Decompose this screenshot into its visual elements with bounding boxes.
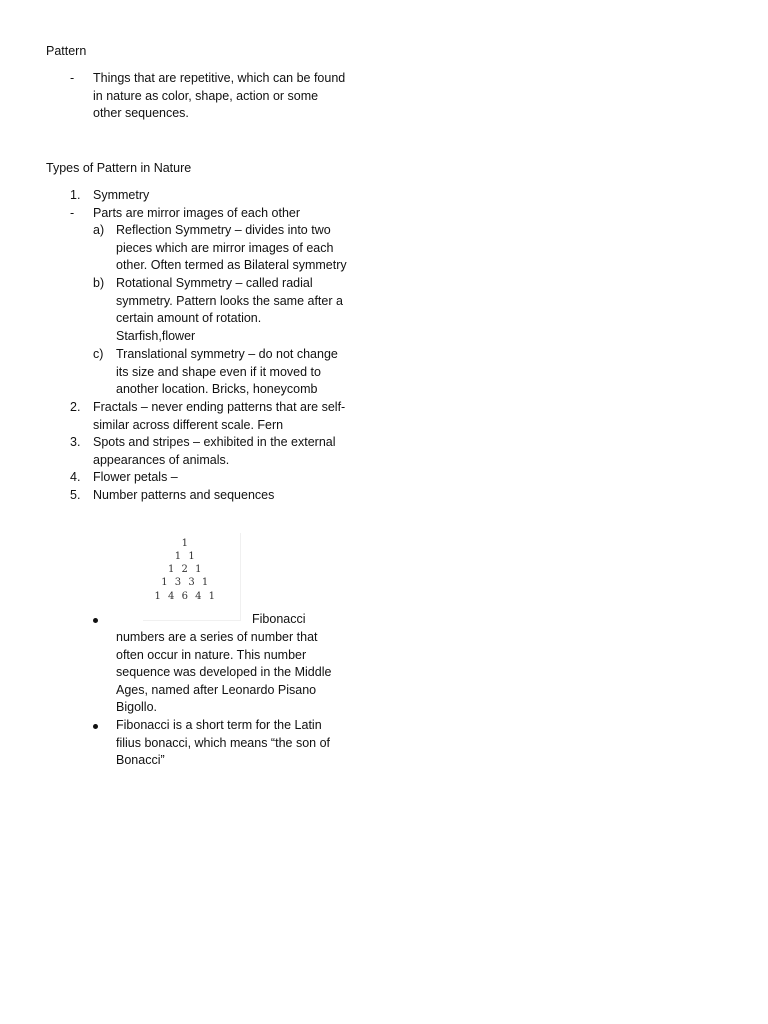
- pascal-row: 1 1: [174, 551, 196, 562]
- text-line: certain amount of rotation.: [116, 311, 262, 326]
- dash-marker: -: [70, 206, 75, 220]
- list-marker-2: 2.: [70, 400, 81, 414]
- pascal-triangle-image: [143, 533, 241, 621]
- text-line: sequence was developed in the Middle: [116, 665, 332, 680]
- sub-marker-b: b): [93, 276, 105, 290]
- fibonacci-first-word: Fibonacci: [252, 612, 306, 626]
- pascal-row: 1: [181, 538, 189, 549]
- list-marker-5: 5.: [70, 488, 81, 502]
- heading-pattern: Pattern: [46, 44, 87, 58]
- text-line: Reflection Symmetry – divides into two: [116, 223, 331, 237]
- sub-marker-a: a): [93, 223, 105, 237]
- text-line: Starfish,flower: [116, 328, 196, 343]
- text-line: filius bonacci, which means “the son of: [116, 735, 330, 750]
- text-line: its size and shape even if it moved to: [116, 364, 321, 379]
- text-line: Fibonacci is a short term for the Latin: [116, 718, 322, 732]
- fibonacci-name-origin: [116, 717, 330, 770]
- text-line: Bigollo.: [116, 700, 157, 715]
- text-line: another location. Bricks, honeycomb: [116, 382, 318, 397]
- heading-types-of-pattern: Types of Pattern in Nature: [46, 161, 192, 175]
- list-item-symmetry: Symmetry: [93, 188, 150, 202]
- text-line: Spots and stripes – exhibited in the external: [93, 435, 336, 449]
- dash-marker: -: [70, 71, 75, 85]
- bullet-icon: [93, 724, 98, 729]
- text-line: appearances of animals.: [93, 452, 230, 467]
- text-line: other. Often termed as Bilateral symmetry: [116, 258, 347, 273]
- text-line: Ages, named after Leonardo Pisano: [116, 682, 317, 697]
- text-line: symmetry. Pattern looks the same after a: [116, 293, 343, 308]
- image-edge: [240, 533, 241, 621]
- fibonacci-description: [116, 629, 331, 717]
- text-line: numbers are a series of number that: [116, 630, 318, 644]
- text-line: often occur in nature. This number: [116, 647, 307, 662]
- list-item-flower-petals: Flower petals –: [93, 470, 178, 484]
- text-line: Translational symmetry – do not change: [116, 347, 338, 361]
- definition-line: in nature as color, shape, action or some: [93, 88, 319, 103]
- list-item-spots-stripes: [93, 434, 336, 469]
- image-edge: [143, 620, 241, 621]
- rotational-symmetry-text: [116, 275, 343, 345]
- list-item-fractals: [93, 399, 345, 434]
- list-marker-1: 1.: [70, 188, 81, 202]
- text-line: Bonacci”: [116, 753, 165, 768]
- pascal-row: 1 3 3 1: [161, 577, 209, 588]
- translational-symmetry-text: [116, 346, 338, 399]
- text-line: Fractals – never ending patterns that are self-: [93, 400, 346, 414]
- reflection-symmetry-text: [116, 222, 347, 275]
- definition-text: [93, 70, 345, 123]
- pascal-row: 1 4 6 4 1: [154, 591, 216, 602]
- text-line: Rotational Symmetry – called radial: [116, 276, 313, 290]
- sub-marker-c: c): [93, 347, 104, 361]
- definition-line: other sequences.: [93, 106, 189, 121]
- text-line: similar across different scale. Fern: [93, 417, 284, 432]
- bullet-icon: [93, 618, 98, 623]
- text-line: pieces which are mirror images of each: [116, 240, 334, 255]
- list-marker-4: 4.: [70, 470, 81, 484]
- definition-line: Things that are repetitive, which can be found: [93, 71, 346, 85]
- pascal-row: 1 2 1: [168, 564, 202, 575]
- list-item-number-patterns: Number patterns and sequences: [93, 488, 275, 502]
- list-marker-3: 3.: [70, 435, 81, 449]
- symmetry-description: Parts are mirror images of each other: [93, 206, 301, 220]
